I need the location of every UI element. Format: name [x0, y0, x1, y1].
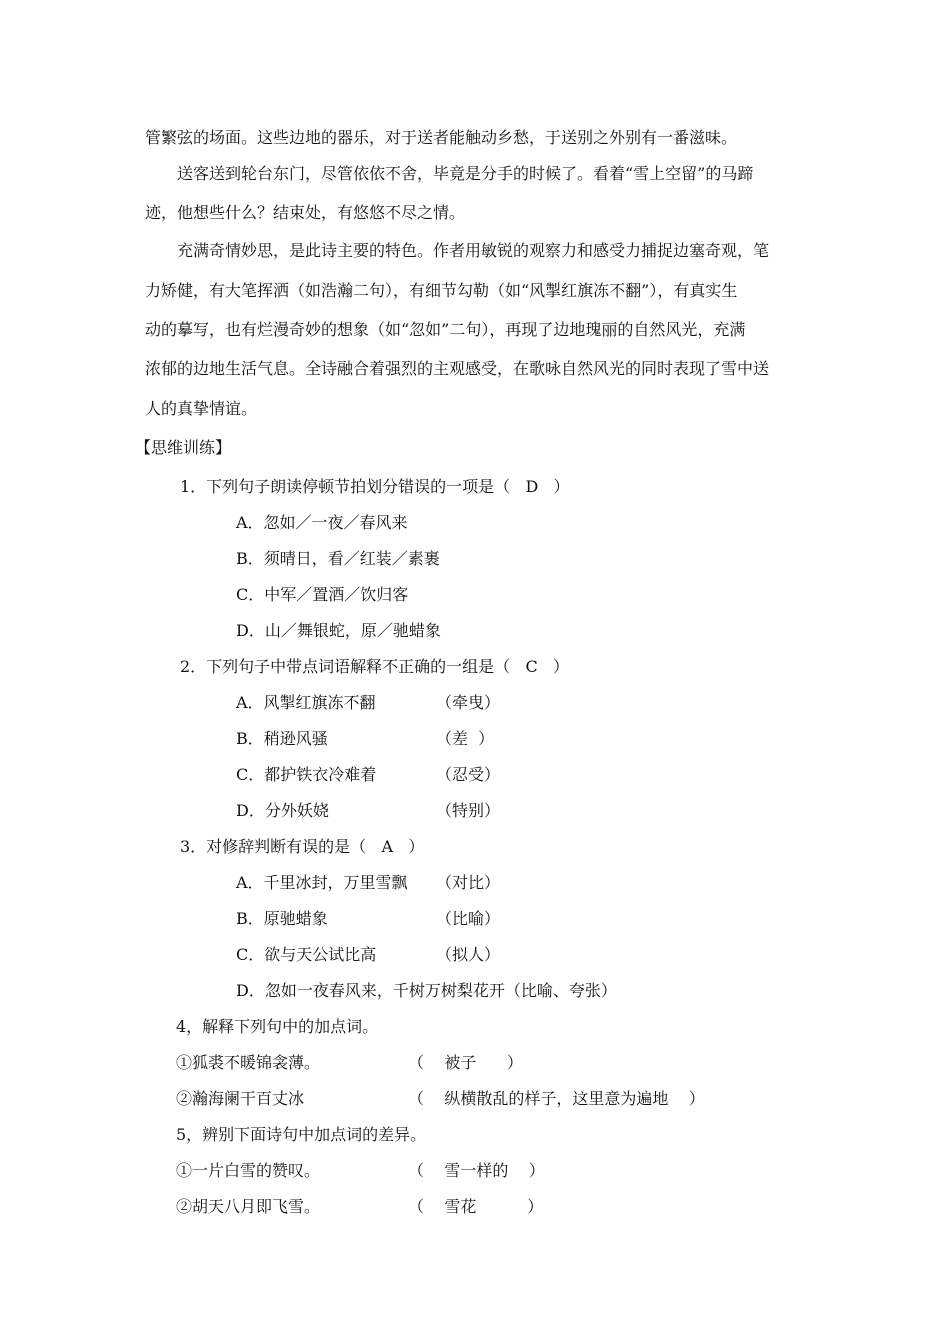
question-5-answer-2: （ 雪花 ） — [408, 1197, 544, 1216]
question-2-gloss-b: （差 ） — [436, 729, 495, 748]
question-1-stem: 1．下列句子朗读停顿节拍划分错误的一项是（ D ） — [180, 477, 570, 496]
analysis-line: 迹，他想些什么？结束处，有悠悠不尽之情。 — [145, 203, 466, 222]
question-2-option-a: A．风掣红旗冻不翻 — [236, 693, 376, 712]
question-3-option-a: A．千里冰封，万里雪飘 — [236, 873, 408, 892]
question-2-option-b: B．稍逊风骚 — [236, 729, 328, 748]
question-5-item-2: ②胡天八月即飞雪。 — [176, 1197, 321, 1216]
question-4-stem: 4，解释下列句中的加点词。 — [176, 1017, 379, 1036]
question-5-stem: 5，辨别下面诗句中加点词的差异。 — [176, 1125, 427, 1144]
section-title: 【思维训练】 — [135, 438, 232, 457]
question-3-gloss-b: （比喻） — [436, 909, 501, 928]
question-5-item-1: ①一片白雪的赞叹。 — [176, 1161, 321, 1180]
question-3-option-c: C．欲与天公试比高 — [236, 945, 377, 964]
question-4-item-2: ②瀚海阑干百丈冰 — [176, 1089, 305, 1108]
analysis-line: 力矫健，有大笔挥洒（如浩瀚二句），有细节勾勒（如“风掣红旗冻不翻”），有真实生 — [145, 281, 738, 300]
question-1-option-c: C．中军／置酒／饮归客 — [236, 585, 409, 604]
question-4-item-1: ①狐裘不暖锦衾薄。 — [176, 1053, 321, 1072]
question-3-option-d: D．忽如一夜春风来，千树万树梨花开（比喻、夸张） — [236, 981, 617, 1000]
question-4-answer-2: （ 纵横散乱的样子，这里意为遍地 ） — [408, 1089, 705, 1108]
analysis-line: 动的摹写，也有烂漫奇妙的想象（如“忽如”二句），再现了边地瑰丽的自然风光，充满 — [145, 320, 746, 339]
analysis-line: 管繁弦的场面。这些边地的器乐，对于送者能触动乡愁，于送别之外别有一番滋味。 — [145, 128, 738, 147]
analysis-line: 充满奇情妙思，是此诗主要的特色。作者用敏锐的观察力和感受力捕捉边塞奇观，笔 — [177, 241, 770, 260]
question-3-gloss-a: （对比） — [436, 873, 501, 892]
question-2-gloss-a: （牵曳） — [436, 693, 501, 712]
question-2-option-d: D．分外妖娆 — [236, 801, 329, 820]
question-2-gloss-c: （忍受） — [436, 765, 501, 784]
question-2-stem: 2．下列句子中带点词语解释不正确的一组是（ C ） — [180, 657, 569, 676]
question-3-option-b: B．原驰蜡象 — [236, 909, 328, 928]
question-4-answer-1: （ 被子 ） — [408, 1053, 523, 1072]
question-3-stem: 3．对修辞判断有误的是（ A ） — [180, 837, 425, 856]
question-5-answer-1: （ 雪一样的 ） — [408, 1161, 545, 1180]
question-2-gloss-d: （特别） — [436, 801, 501, 820]
analysis-line: 浓郁的边地生活气息。全诗融合着强烈的主观感受，在歌咏自然风光的同时表现了雪中送 — [145, 359, 770, 378]
question-1-option-b: B．须晴日，看／红装／素裹 — [236, 549, 440, 568]
question-1-option-d: D．山／舞银蛇，原／驰蜡象 — [236, 621, 441, 640]
question-2-option-c: C．都护铁衣冷难着 — [236, 765, 377, 784]
question-1-option-a: A．忽如／一夜／春风来 — [236, 513, 408, 532]
question-3-gloss-c: （拟人） — [436, 945, 501, 964]
analysis-line: 人的真挚情谊。 — [145, 399, 258, 418]
analysis-line: 送客送到轮台东门，尽管依依不舍，毕竟是分手的时候了。看着“雪上空留”的马蹄 — [177, 164, 754, 183]
